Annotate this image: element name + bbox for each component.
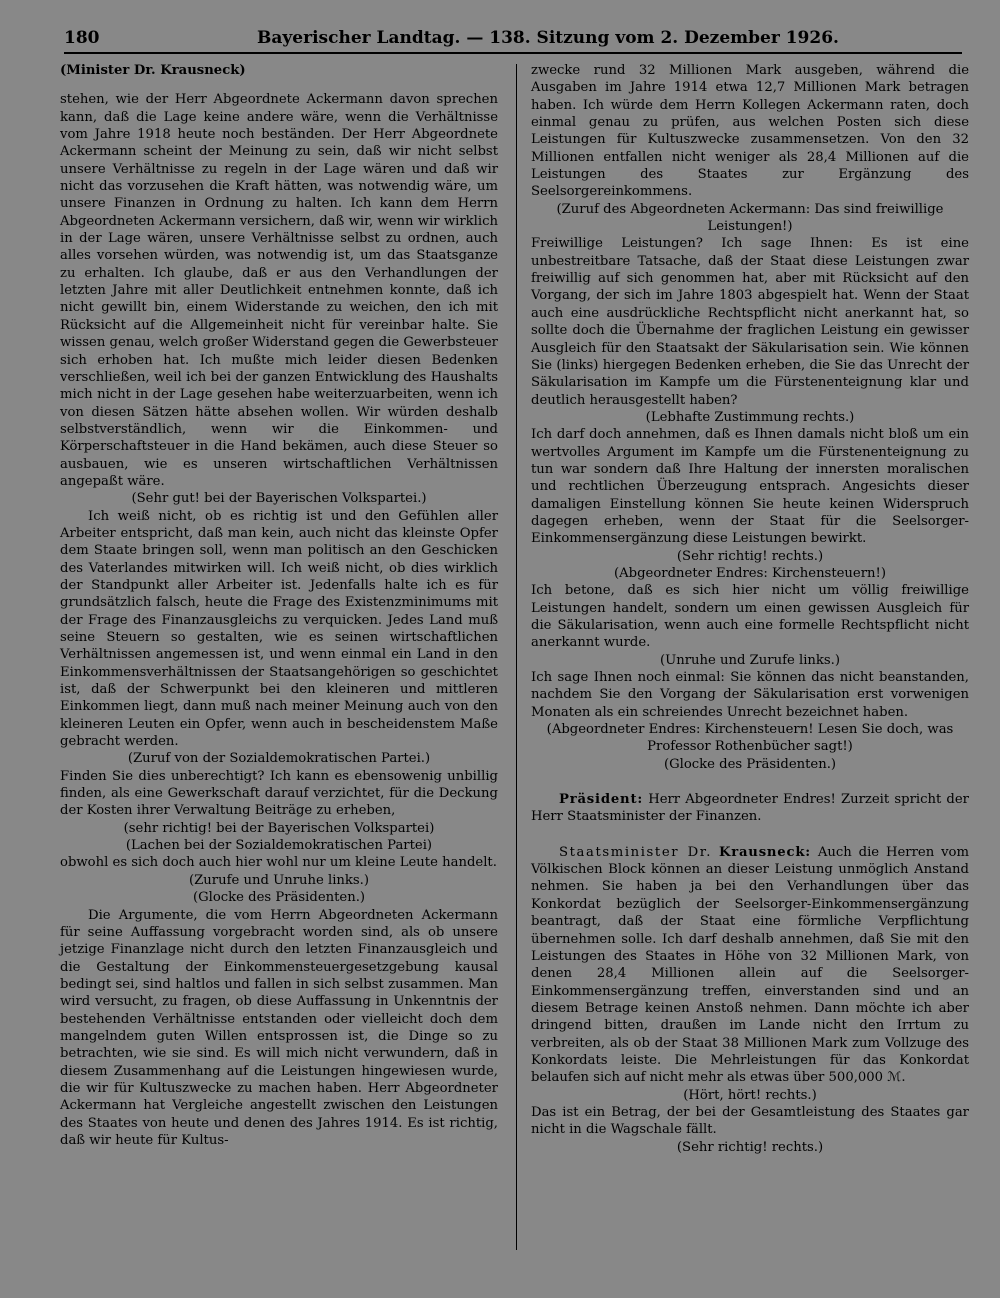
- running-title: Bayerischer Landtag. — 138. Sitzung vom 2. Dezember 1926.: [257, 28, 839, 48]
- speech-paragraph: [531, 844, 969, 1087]
- interjection: (Glocke des Präsidenten.): [192, 890, 366, 906]
- header-rule: [64, 52, 962, 54]
- speech-text: Herr Abgeordneter Endres! Zurzeit spricht der Herr Staatsminister der Finanzen.: [531, 792, 969, 825]
- paragraph-text: obwohl es sich doch auch hier wohl nur um kleine Leute handelt.: [60, 855, 497, 871]
- interjection: (Zurufe und Unruhe links.): [188, 872, 369, 888]
- body-paragraph: [60, 91, 498, 490]
- section-gap: [531, 826, 969, 844]
- speaker-title: Staatsminister Dr.: [559, 844, 713, 860]
- speaker-tag: (Minister Dr. Krausneck): [60, 63, 246, 78]
- speaker-name: Präsident:: [559, 792, 644, 808]
- right-column-text: [531, 62, 969, 1156]
- speech-paragraph: [531, 791, 969, 826]
- paragraph-text: Ich betone, daß es sich hier nicht um völlig freiwillige Leistungen handelt, sondern um einen gewissen Ausgleich für die Säkularisation, wenn auch eine formelle Rechtspflicht nicht anerkannt wurde.: [531, 583, 969, 651]
- body-paragraph: [531, 235, 969, 408]
- section-gap: [531, 773, 969, 791]
- interjection: (Lachen bei der Sozialdemokratischen Partei): [125, 838, 433, 854]
- speaker-name: Krausneck:: [718, 844, 811, 860]
- paragraph-text: Die Argumente, die vom Herrn Abgeordneten Ackermann für seine Auffassung vorgebracht worden sind, als ob unsere jetzige Finanzlage nicht durch den letzten Finanzausgleich und die Gestaltung der Einkommensteuergesetzgebung kausal bedingt sei, sind haltlos und fallen in sich selbst zusammen. Man wird versucht, zu fragen, ob diese Auffassung in Unkenntnis der bestehenden Verhältnisse entstanden oder vielleicht doch dem mangelndem guten Willen entsprossen ist, die Dinge so zu betrachten, wie sie sind. Es will mich nicht verwundern, daß in diesem Zusammenhang auf die Leistungen hingewiesen wurde, die wir für Kultuszwecke zu machen haben. Herr Abgeordneter Ackermann hat Vergleiche angestellt zwischen den Leistungen des Staates von heute und denen des Jahres 1914. Es ist richtig, daß wir heute für Kultus-: [60, 907, 498, 1148]
- body-paragraph: [531, 582, 969, 651]
- interjection: (Sehr gut! bei der Bayerischen Volkspartei.): [131, 491, 427, 507]
- body-paragraph: [60, 508, 498, 751]
- page-header: [64, 24, 962, 54]
- paragraph-text: zwecke rund 32 Millionen Mark ausgeben, während die Ausgaben im Jahre 1914 etwa 12,7 Millionen Mark betragen haben. Ich würde dem Herrn Kollegen Ackermann raten, doch einmal genau zu prüfen, aus welchen Posten sich diese Leistungen für Kultuszwecke zusammensetzen. Von den 32 Millionen entfallen nicht weniger als 28,4 Millionen auf die Leistungen des Staates zur Ergänzung des Seelsorgereinkommens.: [531, 63, 969, 200]
- interjection: (Lebhafte Zustimmung rechts.): [645, 409, 855, 425]
- left-column-text: [60, 91, 498, 1149]
- speech-text: Auch die Herren vom Völkischen Block können an dieser Leistung unmöglich Anstand nehmen. Sie haben ja bei den Verhandlungen über das Konkordat bezüglich der Seelsorger-Einkommensergänzung beantragt, daß der Staat eine förmliche Verpflichtung übernehmen solle. Ich darf deshalb annehmen, daß Sie mit den Leistungen des Staates in Höhe von 32 Millionen Mark, von denen 28,4 Millionen allein auf die Seelsorger-Einkommensergänzung treffen, einverstanden sind und an diesem Betrage keinen Anstoß nehmen. Dann möchte ich aber dringend bitten, draußen im Lande nicht den Irrtum zu verbreiten, als ob der Staat 38 Millionen Mark zum Vollzuge des Konkordats leiste. Die Mehrleistungen für das Konkordat belaufen sich auf nicht mehr als etwas über 500,000 ℳ.: [531, 844, 969, 1086]
- body-paragraph: [531, 62, 969, 201]
- left-column: [60, 62, 498, 1149]
- interjection: (Sehr richtig! rechts.): [676, 548, 824, 564]
- page-number: 180: [64, 28, 100, 48]
- paragraph-text: Finden Sie dies unberechtigt? Ich kann es ebensowenig unbillig finden, als eine Gewerkschaft darauf verzichtet, für die Deckung der Kosten ihrer Verwaltung Beiträge zu erheben,: [60, 768, 498, 819]
- body-paragraph: [60, 854, 498, 871]
- right-column: [531, 62, 969, 1156]
- interjection: (Zuruf von der Sozialdemokratischen Partei.): [127, 751, 431, 767]
- interjection: (Abgeordneter Endres: Kirchensteuern!): [614, 565, 886, 581]
- interjection: (Sehr richtig! rechts.): [676, 1139, 824, 1155]
- body-paragraph: [531, 1104, 969, 1139]
- body-paragraph: [531, 426, 969, 547]
- body-paragraph: [531, 669, 969, 721]
- paragraph-text: Ich darf doch annehmen, daß es Ihnen damals nicht bloß um ein wertvolles Argument im Kampfe um die Fürstenenteignung zu tun war sondern daß Ihre Haltung der innersten moralischen und rechtlichen Überzeugung entsprach. Angesichts dieser damaligen Einstellung können Sie heute keinen Widerspruch dagegen erheben, wenn der Staat für die Seelsorger-Einkommensergänzung diese Leistungen bewirkt.: [531, 427, 969, 547]
- paragraph-text: stehen, wie der Herr Abgeordnete Ackermann davon sprechen kann, daß die Lage keine andere wäre, wenn die Verhältnisse vom Jahre 1918 heute noch beständen. Der Herr Abgeordnete Ackermann scheint der Meinung zu sein, daß wir nicht selbst unsere Verhältnisse zu regeln in der Lage wären und daß wir nicht das vorzusehen die Kraft hätten, was notwendig wäre, um unsere Finanzen in Ordnung zu halten. Ich kann dem Herrn Abgeordneten Ackermann versichern, daß wir, wenn wir wirklich in der Lage wären, unsere Verhältnisse selbst zu ordnen, auch alles vorsehen würden, was notwendig ist, um das Staatsganze zu erhalten. Ich glaube, daß er aus den Verhandlungen der letzten Jahre mit aller Deutlichkeit entnehmen konnte, daß ich nicht gewillt bin, einem Widerstande zu weichen, den ich mit Rücksicht auf die Allgemeinheit nicht für vereinbar halte. Sie wissen genau, welch großer Widerstand gegen die Gewerbsteuer sich erhoben hat. Ich mußte mich leider diesen Bedenken verschließen, weil ich bei der ganzen Entwicklung des Haushalts mich nicht in der Lage gesehen habe weiterzuarbeiten, wenn ich von diesen Sätzen hätte absehen wollen. Wir würden deshalb selbstverständlich, wenn wir die Einkommen- und Körperschaftsteuer in die Hand bekämen, auch diese Steuer so ausbauen, wie es unseren wirtschaftlichen Verhältnissen angepaßt wäre.: [60, 92, 498, 489]
- paragraph-text: Freiwillige Leistungen? Ich sage Ihnen: Es ist eine unbestreitbare Tatsache, daß der Staat diese Leistungen zwar freiwillig auf sich genommen hat, aber mit Rücksicht auf den Vorgang, der sich im Jahre 1803 abgespielt hat. Wenn der Staat auch eine ausdrückliche Rechtspflicht nicht anerkannt hat, so sollte doch die Übernahme der fraglichen Leistung ein gewisser Ausgleich für den Staatsakt der Säkularisation sein. Wie können Sie (links) hiergegen Bedenken erheben, die Sie das Unrecht der Säkularisation im Kampfe um die Fürstenenteignung klar und deutlich herausgestellt haben?: [531, 236, 969, 408]
- interjection: (Glocke des Präsidenten.): [663, 756, 837, 772]
- paragraph-text: Das ist ein Betrag, der bei der Gesamtleistung des Staates gar nicht in die Wagschale fällt.: [531, 1104, 969, 1138]
- interjection: (sehr richtig! bei der Bayerischen Volkspartei): [123, 820, 435, 836]
- interjection: (Hört, hört! rechts.): [683, 1087, 817, 1103]
- interjection: (Unruhe und Zurufe links.): [659, 652, 840, 668]
- interjection: (Abgeordneter Endres: Kirchensteuern! Lesen Sie doch, was Professor Rothenbücher sagt!): [546, 722, 954, 755]
- paragraph-text: Ich weiß nicht, ob es richtig ist und den Gefühlen aller Arbeiter entspricht, daß man kein, auch nicht das kleinste Opfer dem Staate bringen soll, wenn man politisch an den Geschicken des Vaterlandes mitwirken will. Ich weiß nicht, ob dies wirklich der Standpunkt aller Arbeiter ist. Jedenfalls halte ich es für grundsätzlich falsch, heute die Frage des Existenzminimums mit der Frage des Finanzausgleichs zu verquicken. Jedes Land muß seine Steuern so gestalten, wie es seinen wirtschaftlichen Verhältnissen angemessen ist, und wenn einmal ein Land in den Einkommensverhältnissen der Staatsangehörigen so geschichtet ist, daß der Schwerpunkt bei den kleineren und mittleren Einkommen liegt, dann muß nach meiner Meinung auch von den kleineren Leuten ein Opfer, wenn auch in bescheidenstem Maße gebracht werden.: [60, 508, 498, 750]
- body-paragraph: [60, 768, 498, 820]
- body-paragraph: [60, 907, 498, 1150]
- column-divider: [516, 64, 517, 1250]
- interjection: (Zuruf des Abgeordneten Ackermann: Das sind freiwillige Leistungen!): [556, 201, 944, 235]
- paragraph-text: Ich sage Ihnen noch einmal: Sie können das nicht beanstanden, nachdem Sie den Vorgang der Säkularisation erst vorwenigen Monaten als ein schreiendes Unrecht bezeichnet haben.: [531, 670, 969, 720]
